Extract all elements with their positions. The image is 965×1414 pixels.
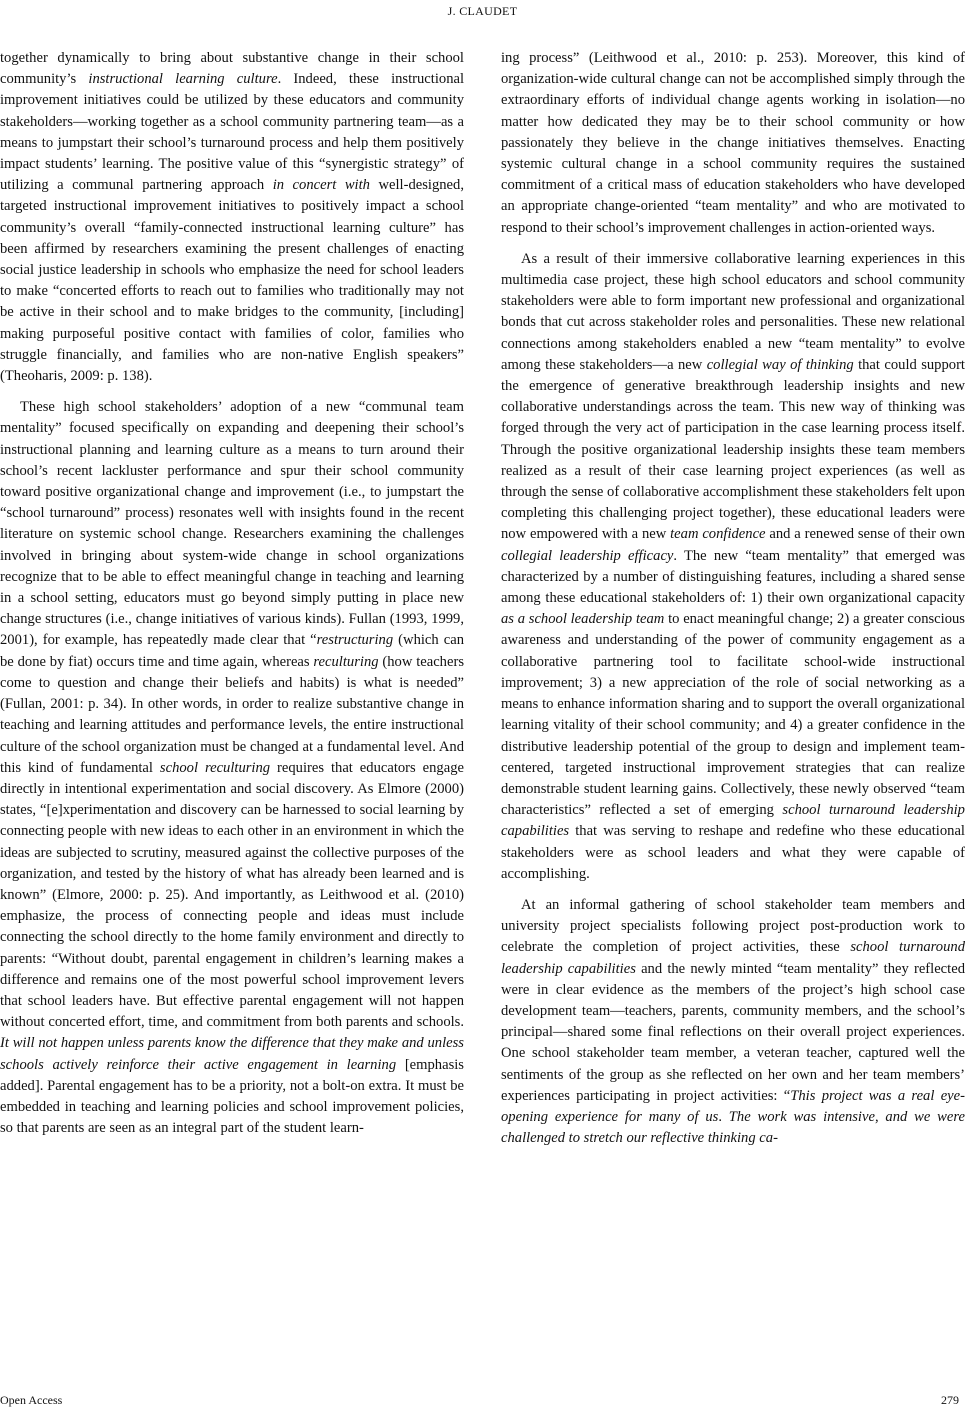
- text-run: ,: [874, 1108, 886, 1125]
- text-run: to enact meaningful change; 2) a greater conscious awareness and understanding of the power of community engagement as a collaborative partnering tool to facilitate school-wide instructional improvement; 3) a new appreciation of the role of social networking as a means to enhance information sharing and to support the overall organizational learning vitality of their school community; and 4) a greater confidence in the distributive leadership potential of the group to design and implement team-centered, targeted instructional improvement strategies that can realize demonstrable student learning gains. Collectively, these newly observed “team characteristics” reflected a set of emerging: [501, 611, 965, 819]
- text-run: At an informal gathering of school stakeholder team members and university project specialists following project post-production work to celebrate the completion of project activities, these: [501, 896, 965, 956]
- emphasized-text: The work was intensive: [728, 1108, 875, 1125]
- text-run: . The new “team mentality” that emerged was characterized by a number of distinguishing features, including a shared sense among these educational stakeholders of: 1) their own organizational capacity: [501, 547, 965, 607]
- paragraph: [501, 895, 965, 1149]
- footer-open-access: Open Access: [0, 1393, 63, 1407]
- emphasized-text: and we were challenged to stretch our reflective thinking ca-: [501, 1108, 965, 1147]
- paragraph: [0, 397, 464, 1139]
- page-number: 279: [941, 1393, 959, 1407]
- text-run: . Indeed, these instructional improvement initiatives could be utilized by these educators and community stakeholders—working together as a school community partnering team—as a means to jumpstart their school’s turnaround process and help them positively impact students’ learning. The positive value of this “synergistic strategy” of utilizing a communal partnering approach: [0, 71, 465, 194]
- paragraph: [501, 249, 965, 885]
- text-run: well-designed, targeted instructional improvement initiatives to positively impact a school community’s overall “family-connected instructional learning culture” has been affirmed by researchers examining the present challenges of enacting social justice leadership in schools who emphasize the need for school leaders to make “concerted efforts to reach out to families who traditionally may not be active in their school and to make bridges to the community, [including] making purposeful positive contact with families of color, families who struggle financially, and families who are non-native English speakers” (Theoharis, 2009: p. 138).: [0, 177, 464, 385]
- text-run: (how teachers come to question and change their beliefs and habits) is what is needed” (Fullan, 2001: p. 34). In other words, in order to realize substantive change in teaching and learning attitudes and performance levels, the entire instructional culture of the school organization must be changed at a fundamental level. And this kind of fundamental: [0, 653, 464, 776]
- right-column: [501, 48, 965, 1149]
- text-run: [emphasis added]. Parental engagement has to be a priority, not a bolt-on extra. It must be embedded in teaching and learning policies and school improvement policies, so that parents are seen as an integral part of the student learn-: [0, 1056, 464, 1137]
- paragraph: [501, 48, 965, 239]
- text-run: As a result of their immersive collaborative learning experiences in this multimedia case project, these high school educators and school community stakeholders were able to form important new professional and organizational bonds that cut across stakeholder roles and personalities. These new relational connections among stakeholders enabled a new “team mentality” to evolve among these stakeholders—a new: [501, 250, 965, 373]
- text-run: .: [718, 1108, 729, 1125]
- emphasized-text: collegial leadership efficacy: [501, 547, 674, 564]
- emphasized-text: restructuring: [316, 632, 394, 649]
- text-run: requires that educators engage directly in intentional experimentation and social discovery. As Elmore (2000) states, “[e]xperimentation and discovery can be harnessed to social learning by connecting people with new ideas to each other in an environment in which the ideas are subjected to scrutiny, measured against the collective purposes of the organization, and tested by the history of what has already been learned and is known” (Elmore, 2000: p. 25). And importantly, as Leithwood et al. (2010) emphasize, the process of connecting people and ideas must include connecting the school directly to the home family environment and directly to parents: “Without doubt, parental engagement in children’s learning makes a difference and remains one of the most powerful school improvement levers that school leaders have. But effective parental engagement will not happen without concerted effort, time, and commitment from both parents and schools.: [0, 759, 464, 1031]
- text-run: that was serving to reshape and redefine who these educational stakeholders were as school leaders and what they were capable of accomplishing.: [501, 823, 965, 882]
- left-column: [0, 48, 464, 1139]
- text-run: and a renewed sense of their own: [765, 526, 965, 543]
- emphasized-text: in concert with: [272, 177, 370, 194]
- emphasized-text: school turnaround leadership capabilities: [501, 939, 965, 977]
- emphasized-text: It will not happen unless parents know the difference that they make and unless schools actively reinforce their active engagement in learning: [0, 1035, 464, 1073]
- emphasized-text: school turnaround leadership capabilities: [501, 802, 965, 840]
- emphasized-text: team confidence: [670, 526, 766, 543]
- text-run: that could support the emergence of generative breakthrough leadership insights and new collaborative understandings across the team. This new way of thinking was forged through the very act of participation in the case learning process itself. Through the positive organizational leadership insights these team members realized as a result of their case learning project experiences (as well as through the sense of collaborative accomplishment these stakeholders felt upon completing this challenging project together), these educational leaders were now empowered with a new: [501, 356, 965, 543]
- emphasized-text: reculturing: [313, 653, 379, 670]
- emphasized-text: school reculturing: [159, 759, 271, 776]
- emphasized-text: This project was a real eye-opening experience for many of us: [501, 1087, 965, 1125]
- paragraph: [0, 48, 464, 387]
- text-run: and the newly minted “team mentality” they reflected were in clear evidence as the members of the project’s high school case development team—teachers, parents, community members, and the school’s principal—shared some final reflections on their overall project experiences. One school stakeholder team member, a veteran teacher, captured well the sentiments of the group as she reflected on her own and her team members’ experiences participating in project activities: “: [501, 960, 965, 1104]
- emphasized-text: instructional learning culture: [88, 71, 278, 88]
- text-run: These high school stakeholders’ adoption of a new “communal team mentality” focused specifically on expanding and deepening their school’s instructional planning and learning culture as a means to turn around their school’s recent lackluster performance and spur their school community toward positive organizational change and improvement (i.e., to jumpstart the “school turnaround” process) resonates well with insights found in the recent literature on systemic school change. Researchers examining the challenges involved in bringing about system-wide change in school organizations recognize that to be able to effect meaningful change in teaching and learning in a school setting, educators must go beyond simply putting in place new change structures (i.e., change initiatives of various kinds). Fullan (1993, 1999, 2001), for example, has repeatedly made clear that “: [0, 399, 464, 649]
- text-run: ing process” (Leithwood et al., 2010: p. 253). Moreover, this kind of organization-wide cultural change can not be accomplished simply through the extraordinary efforts of individual change agents working in isolation—no matter how dedicated they may be to their school community or how passionately they believe in the change initiatives themselves. Enacting systemic cultural change in a school community requires the sustained commitment of a critical mass of education stakeholders who have developed an appropriate change-oriented “team mentality” and who are motivated to respond to their school’s improvement challenges in action-oriented ways.: [501, 50, 965, 236]
- running-header: J. CLAUDET: [447, 4, 518, 18]
- text-run: together dynamically to bring about substantive change in their school community’s: [0, 50, 464, 88]
- text-run: (which can be done by fiat) occurs time and time again, whereas: [0, 632, 464, 670]
- emphasized-text: as a school leadership team: [501, 611, 665, 628]
- emphasized-text: collegial way of thinking: [706, 356, 854, 373]
